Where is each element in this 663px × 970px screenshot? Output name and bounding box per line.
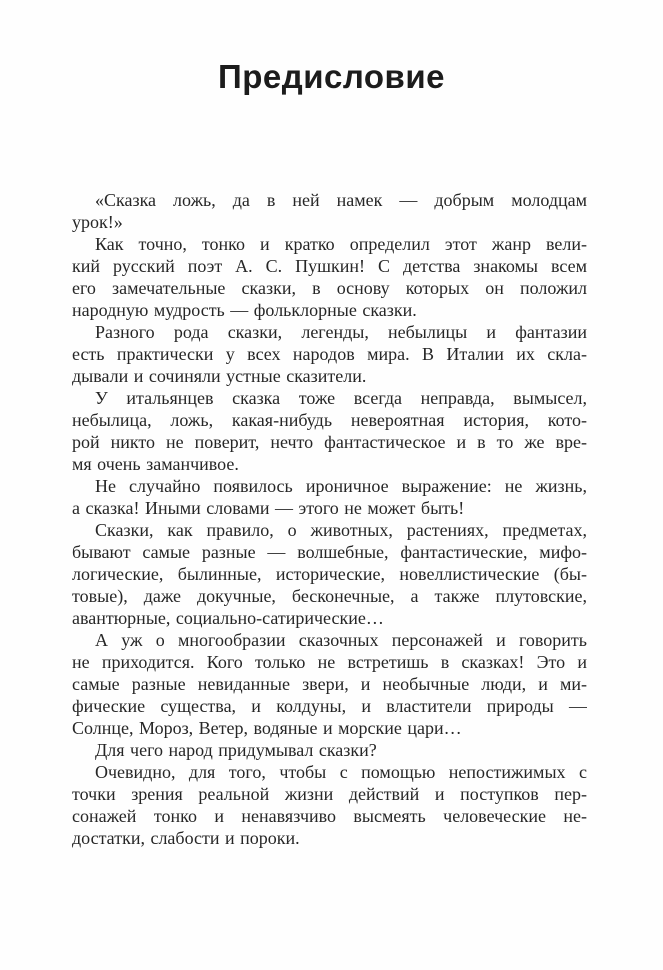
text-line: Для чего народ придумывал сказки?: [95, 740, 377, 760]
text-line: «Сказка ложь, да в ней намек — добрым молодцам: [95, 190, 587, 210]
text-line: небылица, ложь, какая-нибудь невероятная история, кото-: [72, 410, 587, 430]
paragraph: [72, 233, 587, 321]
text-line: фические существа, и колдуны, и властители природы —: [72, 696, 587, 716]
text-line: рой никто не поверит, нечто фантастическое и в то же вре-: [72, 432, 587, 452]
paragraph: [72, 321, 587, 387]
text-line: Разного рода сказки, легенды, небылицы и фантазии: [95, 322, 587, 342]
text-line: кий русский поэт А. С. Пушкин! С детства знакомы всем: [72, 256, 587, 276]
text-line: Солнце, Мороз, Ветер, водяные и морские цари…: [72, 718, 462, 738]
text-line: не приходится. Кого только не встретишь в сказках! Это и: [72, 652, 587, 672]
text-line: Сказки, как правило, о животных, растениях, предметах,: [95, 520, 587, 540]
paragraph: [72, 387, 587, 475]
text-line: мя очень заманчивое.: [72, 454, 239, 474]
preface-body-text: [72, 189, 587, 849]
text-line: есть практически у всех народов мира. В Италии их скла-: [72, 344, 587, 364]
paragraph: [72, 189, 587, 233]
paragraph: [72, 519, 587, 629]
text-line: народную мудрость — фольклорные сказки.: [72, 300, 417, 320]
text-line: товые), даже докучные, бесконечные, а также плутовские,: [72, 586, 587, 606]
paragraph: [72, 739, 587, 761]
paragraph: [72, 475, 587, 519]
paragraph: [72, 629, 587, 739]
text-line: Очевидно, для того, чтобы с помощью непостижимых с: [95, 762, 587, 782]
text-line: его замечательные сказки, в основу которых он положил: [72, 278, 587, 298]
paragraph: [72, 761, 587, 849]
text-line: достатки, слабости и пороки.: [72, 828, 300, 848]
text-line: бывают самые разные — волшебные, фантастические, мифо-: [72, 542, 587, 562]
text-line: точки зрения реальной жизни действий и поступков пер-: [72, 784, 587, 804]
text-line: У итальянцев сказка тоже всегда неправда, вымысел,: [95, 388, 587, 408]
text-line: самые разные невиданные звери, и необычные люди, и ми-: [72, 674, 587, 694]
text-line: авантюрные, социально-сатирические…: [72, 608, 384, 628]
page-title: Предисловие: [218, 58, 445, 95]
text-line: логические, былинные, исторические, новеллистические (бы-: [72, 564, 587, 584]
text-line: Не случайно появилось ироничное выражение: не жизнь,: [95, 476, 587, 496]
text-line: дывали и сочиняли устные сказители.: [72, 366, 367, 386]
text-line: А уж о многообразии сказочных персонажей и говорить: [95, 630, 587, 650]
text-line: урок!»: [72, 212, 123, 232]
text-line: а сказка! Иными словами — этого не может быть!: [72, 498, 465, 518]
text-line: Как точно, тонко и кратко определил этот жанр вели-: [95, 234, 587, 254]
text-line: сонажей тонко и ненавязчиво высмеять человеческие не-: [72, 806, 587, 826]
